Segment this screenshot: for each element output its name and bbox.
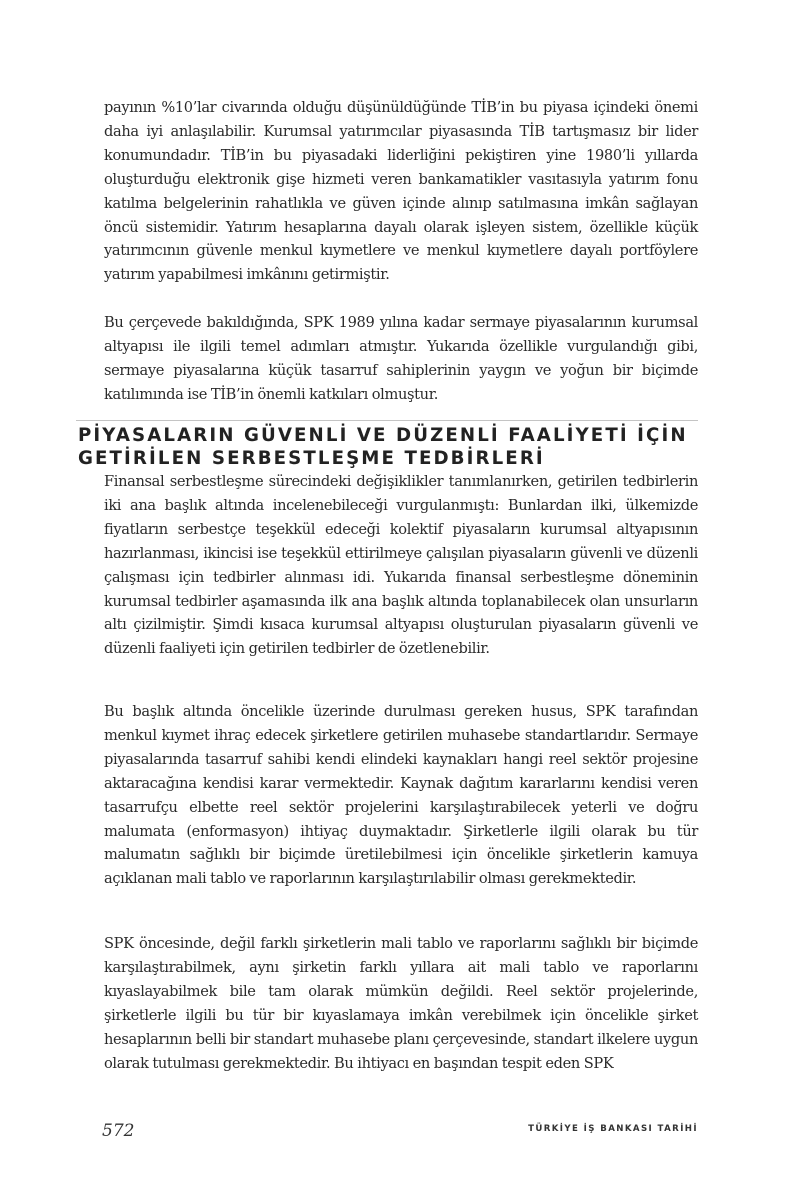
- section-divider: [76, 420, 698, 421]
- section-heading-line-2: GETİRİLEN SERBESTLEŞME TEDBİRLERİ: [78, 447, 545, 469]
- paragraph-accounting-standards: Bu başlık altında öncelikle üzerinde durulması gereken husus, SPK tarafından menkul kıymet ihraç edecek şirketlere getirilen muhasebe standartlarıdır. Sermaye piyasalarında tasarruf sahibi kendi elindeki kaynakları hangi reel sektör projesine aktaracağına kendisi karar vermektedir. Kaynak dağıtım kararlarını kendisi veren tasarrufçu elbette reel sektör projelerini karşılaştırabilecek yeterli ve doğru malumata (enformasyon) ihtiyaç duymaktadır. Şirketlerle ilgili olarak bu tür malumatın sağlıklı bir biçimde üretilebilmesi için öncelikle şirketlerin kamuya açıklanan mali tablo ve raporlarının karşılaştırılabilir olması gerekmektedir.: [104, 703, 698, 888]
- paragraph-pre-spk: SPK öncesinde, değil farklı şirketlerin mali tablo ve raporlarını sağlıklı bir biçimde karşılaştırabilmek, aynı şirketin farklı yıllara ait mali tablo ve raporlarını kıyaslayabilmek bile tam olarak mümkün değildi. Reel sektör projelerinde, şirketlerle ilgili bu tür bir kıyaslamaya imkân verebilmek için öncelikle şirket hesaplarının belli bir standart muhasebe planı çerçevesinde, standart ilkelere uygun olarak tutulması gerekmektedir. Bu ihtiyacı en başından tespit eden SPK: [104, 935, 698, 1072]
- running-title: TÜRKİYE İŞ BANKASI TARİHİ: [528, 1124, 698, 1134]
- paragraph-financial-liberalization: Finansal serbestleşme sürecindeki değişiklikler tanımlanırken, getirilen tedbirlerin iki ana başlık altında incelenebileceği vurgulanmıştı: Bunlardan ilki, ülkemizde fiyatların serbestçe teşekkül edeceği kolektif piyasaların kurumsal altyapısının hazırlanması, ikincisi ise teşekkül ettirilmeye çalışılan piyasaların güvenli ve düzenli çalışması için tedbirler alınması idi. Yukarıda finansal serbestleşme döneminin kurumsal tedbirler aşamasında ilk ana başlık altında toplanabilecek olan unsurların altı çizilmiştir. Şimdi kısaca kurumsal altyapısı oluşturulan piyasaların güvenli ve düzenli faaliyeti için getirilen tedbirler de özetlenebilir.: [104, 473, 698, 658]
- section-heading: [78, 425, 718, 470]
- paragraph-spk-1989: Bu çerçevede bakıldığında, SPK 1989 yılına kadar sermaye piyasalarının kurumsal altyapısı ile ilgili temel adımları atmıştır. Yukarıda özellikle vurgulandığı gibi, sermaye piyasalarına küçük tasarruf sahiplerinin yaygın ve yoğun bir biçimde katılımında ise TİB’in önemli katkıları olmuştur.: [104, 314, 698, 403]
- section-heading-line-1: PİYASALARIN GÜVENLİ VE DÜZENLİ FAALİYETİ İÇİN: [78, 425, 688, 446]
- paragraph-tib-investors: payının %10’lar civarında olduğu düşünüldüğünde TİB’in bu piyasa içindeki önemi daha iyi anlaşılabilir. Kurumsal yatırımcılar piyasasında TİB tartışmasız bir lider konumundadır. TİB’in bu piyasadaki liderliğini pekiştiren yine 1980’li yıllarda oluşturduğu elektronik gişe hizmeti veren bankamatikler vasıtasıyla yatırım fonu katılma belgelerinin rahatlıkla ve güven içinde alınıp satılmasına imkân sağlayan öncü sistemidir. Yatırım hesaplarına dayalı olarak işleyen sistem, özellikle küçük yatırımcının güvenle menkul kıymetlere ve menkul kıymetlere dayalı portföylere yatırım yapabilmesi imkânını getirmiştir.: [104, 99, 698, 284]
- page-number: 572: [102, 1121, 135, 1141]
